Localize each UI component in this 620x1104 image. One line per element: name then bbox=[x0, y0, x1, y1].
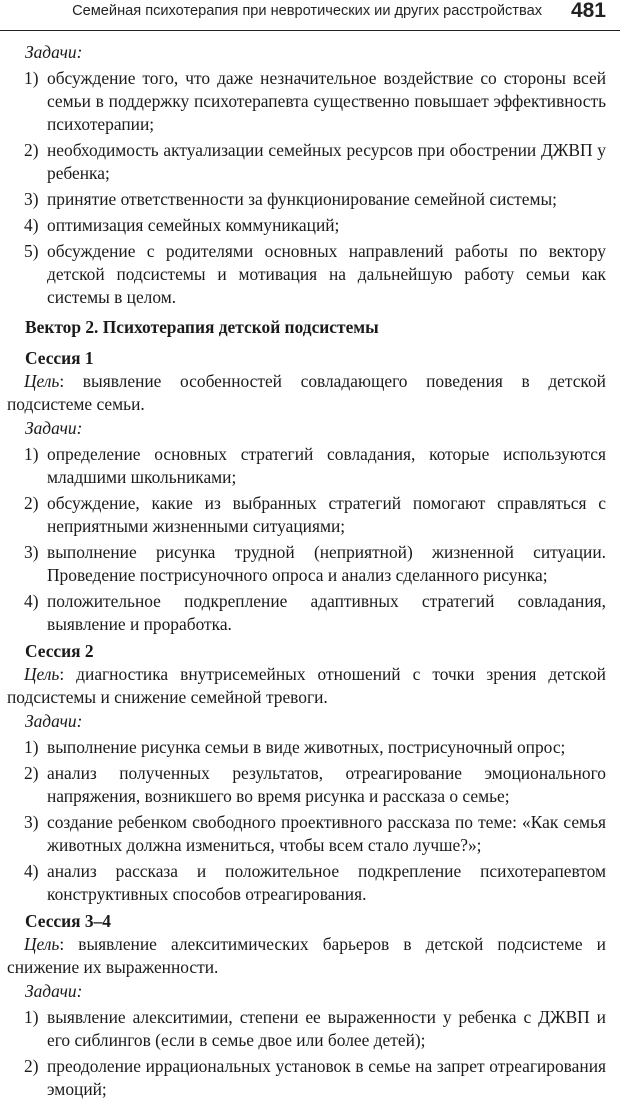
item-text: выполнение рисунка семьи в виде животных, пострисуночный опрос; bbox=[47, 737, 566, 757]
section-heading: Вектор 2. Психотерапия детской подсистемы bbox=[25, 317, 379, 337]
item-text: обсуждение того, что даже незначительное воздействие со стороны всей семьи в поддержку психотерапевта существенно повышает эффективность психотерапии; bbox=[47, 68, 606, 134]
item-text: создание ребенком свободного проективного рассказа по теме: «Как семья животных должна измениться, чтобы всем стало лучше?»; bbox=[47, 812, 606, 855]
list-item bbox=[7, 860, 606, 906]
task-list bbox=[7, 1006, 606, 1101]
list-item bbox=[7, 811, 606, 857]
list-item bbox=[7, 541, 606, 587]
list-item bbox=[7, 139, 606, 185]
list-item bbox=[7, 492, 606, 538]
item-text: обсуждение, какие из выбранных стратегий помогают справляться с неприятными жизненными ситуациями; bbox=[47, 493, 606, 536]
running-title: Семейная психотерапия при невротических ии других расстройствах bbox=[72, 3, 542, 19]
item-text: преодоление иррациональных установок в семье на запрет отреагирования эмоций; bbox=[47, 1056, 606, 1099]
task-list bbox=[7, 67, 606, 309]
session-block bbox=[7, 910, 606, 1101]
tasks-label: Задачи: bbox=[25, 711, 83, 731]
page-body bbox=[0, 40, 620, 1104]
goal-label: Цель bbox=[24, 664, 60, 684]
goal-label: Цель bbox=[24, 934, 60, 954]
list-item bbox=[7, 1055, 606, 1101]
goal-label: Цель bbox=[24, 371, 60, 391]
item-number: 3) bbox=[24, 542, 39, 562]
item-text: выявление алекситимии, степени ее выраженности у ребенка с ДЖВП и его сиблингов (если в семье двое или более детей); bbox=[47, 1007, 606, 1050]
session-title: Сессия 1 bbox=[25, 348, 94, 368]
item-number: 3) bbox=[24, 189, 39, 209]
session-title: Сессия 3–4 bbox=[25, 911, 112, 931]
item-text: обсуждение с родителями основных направлений работы по вектору детской подсистемы и мотивация на дальнейшую работу семьи как системы в целом. bbox=[47, 241, 606, 307]
session-title: Сессия 2 bbox=[25, 641, 94, 661]
item-number: 1) bbox=[24, 68, 39, 88]
list-item bbox=[7, 590, 606, 636]
tasks-label: Задачи: bbox=[25, 981, 83, 1001]
session-goal bbox=[7, 933, 606, 979]
session-block bbox=[7, 640, 606, 906]
item-text: необходимость актуализации семейных ресурсов при обострении ДЖВП у ребенка; bbox=[47, 140, 606, 183]
item-number: 2) bbox=[24, 763, 39, 783]
item-number: 1) bbox=[24, 1007, 39, 1027]
item-number: 2) bbox=[24, 1056, 39, 1076]
task-list bbox=[7, 736, 606, 906]
session-goal bbox=[7, 663, 606, 709]
goal-text: : диагностика внутрисемейных отношений с точки зрения детской подсистемы и снижение семейной тревоги. bbox=[7, 664, 606, 707]
list-item bbox=[7, 214, 606, 237]
item-number: 4) bbox=[24, 861, 39, 881]
session-block bbox=[7, 347, 606, 636]
list-item bbox=[7, 188, 606, 211]
item-text: принятие ответственности за функционирование семейной системы; bbox=[47, 189, 557, 209]
task-list bbox=[7, 443, 606, 636]
item-number: 4) bbox=[24, 591, 39, 611]
tasks-label: Задачи: bbox=[25, 42, 83, 62]
item-number: 3) bbox=[24, 812, 39, 832]
list-item bbox=[7, 240, 606, 309]
goal-text: : выявление особенностей совладающего поведения в детской подсистеме семьи. bbox=[7, 371, 606, 414]
item-text: оптимизация семейных коммуникаций; bbox=[47, 215, 340, 235]
item-text: выполнение рисунка трудной (неприятной) жизненной ситуации. Проведение пострисуночного опроса и анализ сделанного рисунка; bbox=[47, 542, 606, 585]
list-item bbox=[7, 762, 606, 808]
item-number: 2) bbox=[24, 140, 39, 160]
session-goal bbox=[7, 370, 606, 416]
page-header bbox=[0, 0, 620, 31]
item-text: определение основных стратегий совладания, которые используются младшими школьниками; bbox=[47, 444, 606, 487]
item-text: положительное подкрепление адаптивных стратегий совладания, выявление и проработка. bbox=[47, 591, 606, 634]
item-text: анализ рассказа и положительное подкрепление психотерапевтом конструктивных способов отреагирования. bbox=[47, 861, 606, 904]
list-item bbox=[7, 443, 606, 489]
page-number: 481 bbox=[570, 0, 606, 22]
list-item bbox=[7, 1006, 606, 1052]
list-item bbox=[7, 736, 606, 759]
tasks-label: Задачи: bbox=[25, 418, 83, 438]
item-number: 5) bbox=[24, 241, 39, 261]
goal-text: : выявление алекситимических барьеров в детской подсистеме и снижение их выраженности. bbox=[7, 934, 606, 977]
sessions bbox=[7, 347, 606, 1101]
item-number: 1) bbox=[24, 444, 39, 464]
item-number: 2) bbox=[24, 493, 39, 513]
item-number: 4) bbox=[24, 215, 39, 235]
item-text: анализ полученных результатов, отреагирование эмоционального напряжения, возникшего во время рисунка и рассказа о семье; bbox=[47, 763, 606, 806]
list-item bbox=[7, 67, 606, 136]
item-number: 1) bbox=[24, 737, 39, 757]
